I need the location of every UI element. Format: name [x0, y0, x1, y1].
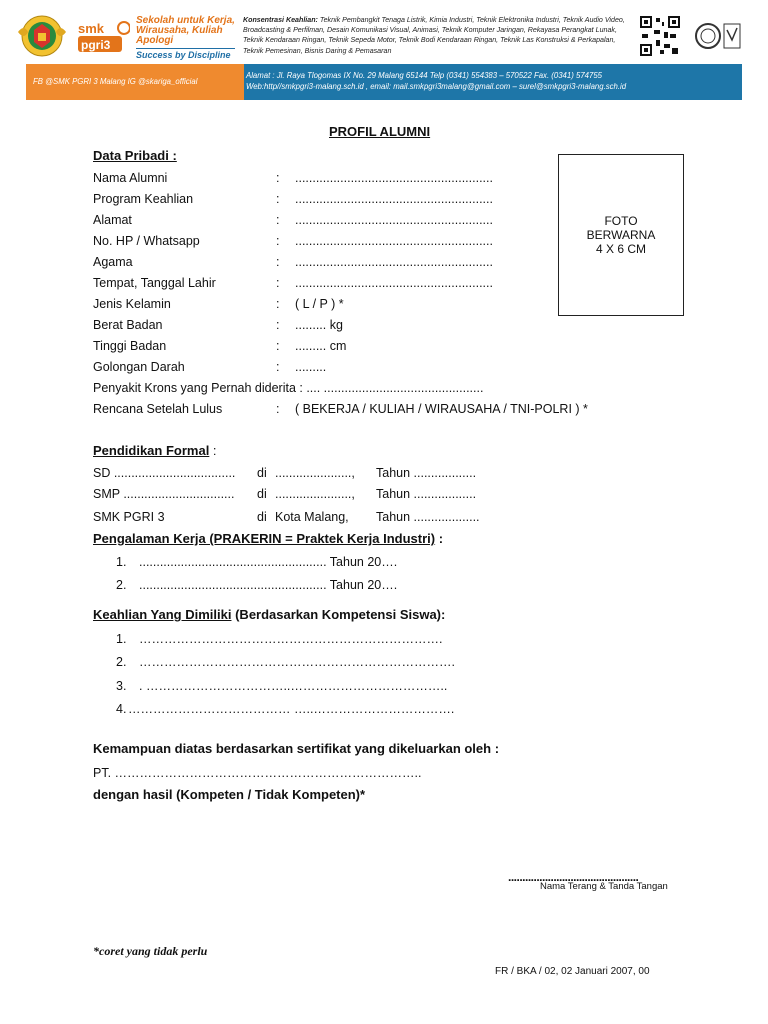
sertifikat-line-2[interactable]: PT. ……………………………………………………………….. [93, 766, 422, 780]
rencana-label: Rencana Setelah Lulus [93, 402, 223, 416]
field-value[interactable]: ......... [295, 360, 327, 374]
school-tagline [136, 16, 235, 60]
edu-di: di [257, 510, 267, 524]
field-value[interactable]: ......................................................... [295, 192, 493, 206]
field-colon: : [276, 192, 280, 206]
konsentrasi-keahlian [243, 15, 631, 56]
school-motto: Success by Discipline [136, 48, 235, 60]
svg-text:pgri3: pgri3 [81, 38, 111, 52]
tagline-line-3: Apologi [136, 35, 174, 46]
edu-level: SMK PGRI 3 [93, 510, 165, 524]
pengalaman-item-text[interactable]: ...................................................... Tahun 20…. [139, 578, 398, 592]
edu-place[interactable]: ......................, [275, 466, 355, 480]
field-label: Alamat [93, 213, 132, 227]
field-colon: : [276, 234, 280, 248]
field-label: Berat Badan [93, 318, 163, 332]
edu-place: Kota Malang, [275, 510, 349, 524]
photo-text-line-3: 4 X 6 CM [595, 242, 646, 256]
tagline-line-2: Wirausaha, Kuliah [136, 25, 223, 36]
photo-placeholder-text [558, 214, 684, 256]
field-label: Tempat, Tanggal Lahir [93, 276, 216, 290]
field-value[interactable]: ......................................................... [295, 234, 493, 248]
field-label: Program Keahlian [93, 192, 194, 206]
pengalaman-item-number: 1. [116, 555, 127, 569]
field-colon: : [276, 213, 280, 227]
edu-tahun[interactable]: Tahun .................. [376, 466, 477, 480]
page-title: PROFIL ALUMNI [329, 124, 431, 139]
certification-badge-icon [694, 16, 744, 56]
edu-level[interactable]: SD ................................... [93, 466, 236, 480]
data-pribadi-heading: Data Pribadi : [93, 148, 177, 163]
field-value[interactable]: ......................................................... [295, 213, 493, 227]
pengalaman-item-text[interactable]: ...................................................... Tahun 20…. [139, 555, 398, 569]
field-label: Nama Alumni [93, 171, 168, 185]
field-label: Agama [93, 255, 133, 269]
pengalaman-heading-text: Pengalaman Kerja (PRAKERIN = Praktek Kerja Industri) [93, 531, 436, 546]
keahlian-item-text[interactable]: ………………………………………………………………. [139, 632, 443, 646]
keahlian-item-number: 1. [116, 632, 127, 646]
konsentrasi-text: Teknik Pembangkit Tenaga Listrik, Kimia Industri, Teknik Elektronika Industri, Teknik Audio Video, Broadcasting & Perfilman, Desain Komunikasi Visual, Animasi, Teknik Komputer Jaringan, Rekayasa Perangkat Lunak, Teknik Kendaraan Ringan, Teknik Sepeda Motor, Teknik Bodi Kendaraan Ringan, Teknik Las Konstruksi & Perkapalan, Teknik Pemesinan, Bisnis Daring & Pemasaran [243, 16, 625, 55]
keahlian-heading [93, 608, 445, 622]
svg-text:smk: smk [78, 21, 105, 36]
pendidikan-heading-suffix: : [209, 443, 217, 458]
rencana-value[interactable]: ( BEKERJA / KULIAH / WIRAUSAHA / TNI-POLRI ) * [295, 402, 588, 416]
field-value[interactable]: ......................................................... [295, 255, 493, 269]
field-colon: : [276, 297, 280, 311]
field-colon: : [276, 339, 280, 353]
sertifikat-line-3: dengan hasil (Kompeten / Tidak Kompeten)* [93, 787, 366, 802]
qr-code-icon [640, 16, 680, 56]
tagline-line-1: Sekolah untuk Kerja, [136, 15, 235, 26]
field-label: Jenis Kelamin [93, 297, 171, 311]
edu-place[interactable]: ......................, [275, 487, 355, 501]
field-label: Golongan Darah [93, 360, 185, 374]
social-media-info: FB @SMK PGRI 3 Malang IG @skariga_official [33, 77, 198, 86]
edu-tahun[interactable]: Tahun ................... [376, 510, 480, 524]
field-value[interactable]: ......................................................... [295, 276, 493, 290]
smk-pgri3-logo [78, 18, 130, 54]
address-line-2: Web:http//smkpgri3-malang.sch.id , email: mail.smkpgri3malang@gmail.com – surel@smkpgri3-malang.sch.id [246, 82, 627, 91]
pendidikan-heading [93, 444, 217, 458]
keahlian-item-number: 2. [116, 655, 127, 669]
photo-text-line-1: FOTO [604, 214, 638, 228]
pengalaman-item-number: 2. [116, 578, 127, 592]
address-line-1: Alamat : Jl. Raya Tlogomas IX No. 29 Malang 65144 Telp (0341) 554383 – 570522 Fax. (0341) 574755 [246, 71, 602, 80]
photo-text-line-2: BERWARNA [586, 228, 656, 242]
field-value[interactable]: ( L / P ) * [295, 297, 344, 311]
rencana-colon: : [276, 402, 280, 416]
school-crest-logo [14, 14, 70, 58]
address-info [246, 70, 626, 92]
keahlian-item-text[interactable]: ………………………………… …..……………………………. [128, 702, 455, 716]
sertifikat-line-1: Kemampuan diatas berdasarkan sertifikat yang dikeluarkan oleh : [93, 741, 500, 756]
pendidikan-heading-text: Pendidikan Formal [93, 443, 210, 458]
signature-label: Nama Terang & Tanda Tangan [540, 881, 668, 892]
edu-di: di [257, 487, 267, 501]
edu-di: di [257, 466, 267, 480]
keahlian-item-number: 4. [116, 702, 127, 716]
edu-tahun[interactable]: Tahun .................. [376, 487, 477, 501]
field-value[interactable]: ......... kg [295, 318, 343, 332]
field-colon: : [276, 255, 280, 269]
field-label: No. HP / Whatsapp [93, 234, 200, 248]
form-code: FR / BKA / 02, 02 Januari 2007, 00 [495, 966, 650, 977]
konsentrasi-label: Konsentrasi Keahlian: [243, 16, 318, 24]
field-value[interactable]: ......................................................... [295, 171, 493, 185]
keahlian-item-text[interactable]: . ……………………………..……………………………….. [139, 679, 448, 693]
keahlian-item-text[interactable]: …………………………………………………………………. [139, 655, 455, 669]
field-colon: : [276, 360, 280, 374]
field-label: Tinggi Badan [93, 339, 167, 353]
signature-line[interactable]: .............................................. [508, 870, 639, 884]
keahlian-heading-text: Keahlian Yang Dimiliki [93, 607, 232, 622]
field-value[interactable]: ......... cm [295, 339, 347, 353]
pengalaman-heading-suffix: : [435, 531, 444, 546]
keahlian-heading-suffix: (Berdasarkan Kompetensi Siswa): [231, 607, 446, 622]
field-colon: : [276, 318, 280, 332]
penyakit-field[interactable]: Penyakit Krons yang Pernah diderita : .... .............................................. [93, 381, 484, 395]
edu-level[interactable]: SMP ................................ [93, 487, 235, 501]
field-colon: : [276, 171, 280, 185]
footnote: *coret yang tidak perlu [93, 944, 208, 958]
pengalaman-heading [93, 532, 443, 546]
keahlian-item-number: 3. [116, 679, 127, 693]
field-colon: : [276, 276, 280, 290]
